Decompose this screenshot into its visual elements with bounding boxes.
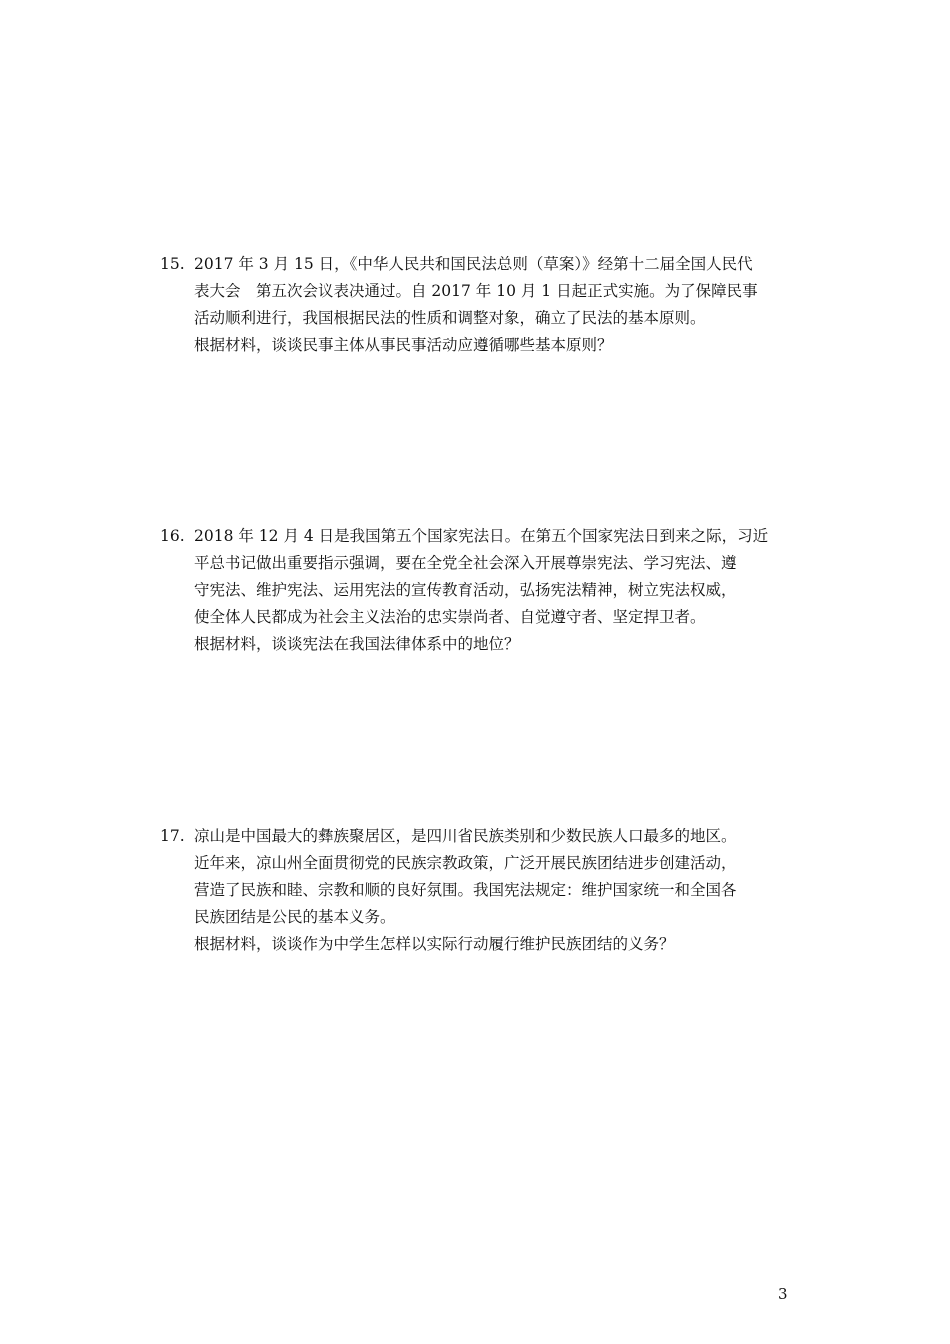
question-text-line: 活动顺利进行，我国根据民法的性质和调整对象，确立了民法的基本原则。 xyxy=(194,309,706,327)
question-text-line: 2017 年 3 月 15 日，《中华人民共和国民法总则（草案）》经第十二届全国人民代 xyxy=(194,255,753,273)
question-prompt: 根据材料，谈谈作为中学生怎样以实际行动履行维护民族团结的义务？ xyxy=(194,935,675,953)
question-text-line: 平总书记做出重要指示强调，要在全党全社会深入开展尊崇宪法、学习宪法、遵 xyxy=(194,554,737,572)
question-prompt: 根据材料，谈谈民事主体从事民事活动应遵循哪些基本原则？ xyxy=(194,336,613,354)
question-text-line: 守宪法、维护宪法、运用宪法的宣传教育活动，弘扬宪法精神，树立宪法权威， xyxy=(194,581,737,599)
question-number: 15. xyxy=(160,255,185,273)
question-prompt: 根据材料，谈谈宪法在我国法律体系中的地位？ xyxy=(194,635,520,653)
question-text-line: 凉山是中国最大的彝族聚居区，是四川省民族类别和少数民族人口最多的地区。 xyxy=(194,827,737,845)
question-text-line: 民族团结是公民的基本义务。 xyxy=(194,908,396,926)
question-number: 16. xyxy=(160,527,185,545)
question-text-line: 近年来，凉山州全面贯彻党的民族宗教政策，广泛开展民族团结进步创建活动， xyxy=(194,854,737,872)
page-number: 3 xyxy=(778,1285,788,1303)
question-text-line: 使全体人民都成为社会主义法治的忠实崇尚者、自觉遵守者、坚定捍卫者。 xyxy=(194,608,706,626)
question-text-line: 2018 年 12 月 4 日是我国第五个国家宪法日。在第五个国家宪法日到来之际，习近 xyxy=(194,527,769,545)
question-text-line: 表大会 第五次会议表决通过。自 2017 年 10 月 1 日起正式实施。为了保障民事 xyxy=(194,282,758,300)
question-number: 17. xyxy=(160,827,185,845)
question-text-line: 营造了民族和睦、宗教和顺的良好氛围。我国宪法规定：维护国家统一和全国各 xyxy=(194,881,737,899)
